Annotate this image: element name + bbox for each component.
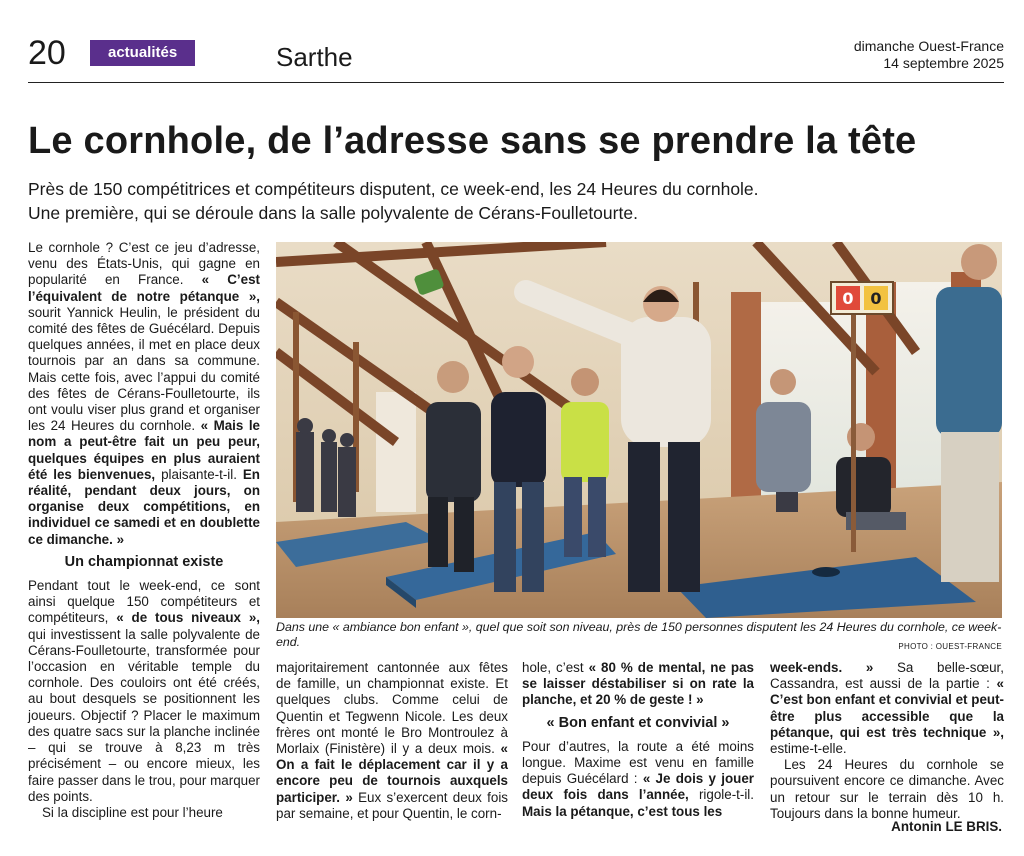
article-column-4 xyxy=(770,660,1004,822)
paragraph: Pour d’autres, la route a été moins longue. Maxime est venu en famille depuis Guécélard : « Je dois y jouer deux fois dans l’année, rigole-t-il. Mais la pétanque, c’est tous les xyxy=(522,738,754,819)
section-title: Sarthe xyxy=(276,42,353,72)
paragraph: Les 24 Heures du cornhole se poursuivent encore ce dimanche. Avec un retour sur le terrain dès 10 h. Toujours dans la bonne humeur. xyxy=(770,757,1004,821)
paragraph: hole, c’est « 80 % de mental, ne pas se laisser déstabiliser si on rate la planche, et 20 % de geste ! » xyxy=(522,660,754,708)
edition-date xyxy=(854,38,1004,72)
subheading: « Bon enfant et convivial » xyxy=(546,714,730,731)
page-number: 20 xyxy=(28,34,66,72)
paragraph: Si la discipline est pour l’heure xyxy=(42,804,223,820)
photo-credit: PHOTO : OUEST-FRANCE xyxy=(898,642,1002,651)
paragraph: week-ends. » Sa belle-sœur, Cassandra, est aussi de la partie : « C’est bon enfant et convivial et peut-être plus accessible que la pétanque, qui est très technique », estime-t-elle. xyxy=(770,660,1004,757)
article-column-2 xyxy=(276,660,508,822)
edition-name: dimanche Ouest-France xyxy=(853,38,1004,54)
subheading: Un championnat existe xyxy=(64,553,224,570)
article-column-3 xyxy=(522,660,754,820)
score-right: 0 xyxy=(870,289,882,308)
article-photo xyxy=(276,242,1002,618)
article-column-1 xyxy=(28,240,260,821)
cornhole-hall-photo xyxy=(276,242,1002,618)
author-signature: Antonin LE BRIS. xyxy=(891,819,1002,834)
article-lead xyxy=(28,177,759,225)
photo-caption: Dans une « ambiance bon enfant », quel que soit son niveau, près de 150 personnes disputent les 24 Heures du cornhole, ce week-end. xyxy=(276,620,1002,649)
lead-line-1: Près de 150 compétitrices et compétiteurs disputent, ce week-end, les 24 Heures du cornhole. xyxy=(28,179,759,199)
score-left: 0 xyxy=(842,289,854,308)
lead-line-2: Une première, qui se déroule dans la salle polyvalente de Cérans-Foulletourte. xyxy=(28,203,638,223)
paragraph: Le cornhole ? C’est ce jeu d’adresse, venu des États-Unis, qui gagne en popularité en France. « C’est l’équivalent de notre pétanque », sourit Yannick Heulin, le président du comité des fêtes de Guécélard. Depuis quelques années, il met en place deux tournois par an dans sa commune. Mais cette fois, avec l’appui du comité des fêtes de Cérans-Foulletourte, ils ont voulu viser plus grand et organiser les 24 Heures du cornhole. « Mais le nom a peut-être fait un peu peur, quelques équipes en plus auraient été les bienvenues, plaisante-t-il. En réalité, pendant deux jours, on organise deux compétitions, en individuel ce samedi et en doublette ce dimanche. » xyxy=(28,240,260,547)
rubric-badge: actualités xyxy=(90,40,195,66)
paragraph: majoritairement cantonnée aux fêtes de famille, un championnat existe. Et quelques clubs. Comme celui de Quentin et Tegwenn Nicole. Les deux frères ont monté le Bro Montroulez à Morlaix (Finistère) il y a deux mois. « On a fait le déplacement car il y a encore peu de tournois auxquels participer. » Eux s’exercent deux fois par semaine, et pour Quentin, le corn- xyxy=(276,660,508,821)
article-title: Le cornhole, de l’adresse sans se prendre la tête xyxy=(28,120,917,162)
paragraph: Pendant tout le week-end, ce sont ainsi quelque 150 compétiteurs et compétiteurs, « de tous niveaux », qui investissent la salle polyvalente de Cérans-Foulletourte, transformée pour l’occasion en véritable temple du cornhole. Des couloirs ont été créés, au bout desquels se positionnent les joueurs. Objectif ? Placer le maximum des quatre sacs sur la planche inclinée – qui se trouve à 8,23 m très précisément – ou encore mieux, les faire passer dans le trou, pour marquer des points. xyxy=(28,578,260,804)
issue-date: 14 septembre 2025 xyxy=(883,55,1004,71)
page-header xyxy=(28,30,1004,83)
